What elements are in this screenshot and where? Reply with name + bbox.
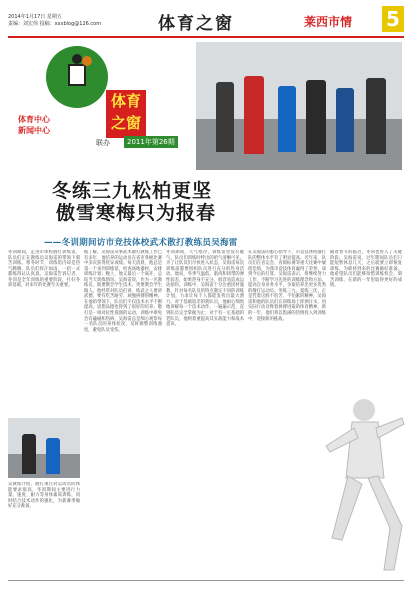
organizer-2: 新闻中心 bbox=[18, 126, 50, 135]
body-column-2: 据了解，吴海雷从事武术散打教练工作已有多年，他培养的运动员在省市各级比赛中多次获得优异成绩。每天清晨，他总是第一个来到训练馆，检查场地器材，安排训练计划；晚上，他又最后一个离开，总结当天训练情况。吴海雷说，作为一名教练员，既要教会学生技术，更要教会学生做人。他经常对队员们讲，练武之人要讲武德，要有吃苦耐劳、顽强拼搏的精神。在他的带领下，队员们不仅技术水平不断提高，思想品德也得到了很好的培养。散打是一项对抗性很强的运动，训练中难免会有磕碰和伤病，吴海雷总是细心观察每一名队员的身体状况，及时调整训练强度，避免队员受伤。 bbox=[84, 250, 162, 333]
logo-text-1: 体育 bbox=[110, 92, 141, 110]
headline bbox=[52, 180, 352, 224]
headline-line-2: 傲雪寒梅只为报春 bbox=[56, 202, 217, 224]
body-column-5: 随着春节的临近，冬训也进入了关键阶段。吴海雷说，过年期间队员们只能短暂休息几天，之后就要立即恢复训练，为即将到来的比赛做好准备。他希望队员们能够珍惜训练机会，刻苦训练，在新的一年里取得更好的成绩。 bbox=[330, 250, 402, 289]
masthead bbox=[8, 6, 406, 36]
basketball-icon bbox=[82, 56, 92, 66]
masthead-divider bbox=[8, 36, 404, 38]
newspaper-name: 莱西市情 bbox=[304, 15, 353, 29]
logo-graphic bbox=[18, 46, 141, 152]
martial-arts-figure bbox=[318, 388, 406, 578]
masthead-info bbox=[8, 14, 101, 28]
body-column-1-continued: 吴教练介绍，散打项目对运动员的体能要求很高，冬训期间主要进行力量、速度、耐力等身体素质训练，同时结合技术动作的强化，为新赛季做好充分准备。 bbox=[8, 482, 80, 510]
athlete-icon bbox=[62, 54, 92, 98]
logo-organizers bbox=[18, 114, 104, 136]
date-line: 2014年1月17日 星期五 bbox=[8, 14, 62, 20]
headline-line-1: 冬练三九松柏更坚 bbox=[52, 180, 213, 202]
logo-red-block bbox=[106, 90, 146, 138]
body-column-3: 冬训期间，天气寒冷，训练馆里没有暖气，队员们训练时呼出的哈气清晰可见。为了让队员们尽快进入状态，吴海雷每次训练前都要组织队员进行充分的热身活动。他说，冬季气温低，肌肉和韧带的弹性较差，如果热身不充分，很容易造成运动损伤。训练中，吴海雷十分注重因材施教，针对每名队员的特点制定不同的训练计划，力求让每个人都能发挥出最大潜力。对于基础较差的新队员，他耐心细致地讲解每一个技术动作，一遍遍示范，直到队员完全掌握为止；对于有一定基础的老队员，他则着重提高其实战能力和战术意识。 bbox=[166, 250, 244, 328]
logo-union-label: 联办 bbox=[96, 139, 110, 147]
body-column-1: 冬训期间，走进市体校散打训练馆，队员们正在教练员吴海雷的带领下刻苦训练。寒冬时节，训练馆内却是热气腾腾，队员们挥汗如雨，一招一式都练得认认真真。吴海雷告诉记者，冬训是全年训练的重要阶段，打好冬训基础，对来年的比赛至关重要。 bbox=[8, 250, 80, 289]
page-number: 5 bbox=[382, 6, 404, 32]
training-photo bbox=[196, 42, 402, 170]
editor-line: 责编：刘宏伟 投稿：xxxblog@126.com bbox=[8, 21, 102, 27]
organizer-1: 体育中心 bbox=[18, 115, 50, 124]
logo-text-2: 之窗 bbox=[110, 114, 141, 132]
column-logo bbox=[8, 42, 193, 162]
footer-divider bbox=[8, 580, 404, 581]
section-title: 体育之窗 bbox=[158, 14, 234, 34]
coach-photo bbox=[8, 418, 80, 478]
body-column-4: 在吴海雷的悉心指导下，市竞技体校散打队的整体水平有了明显提高。近年来，队员们在省运会、省锦标赛等重大比赛中屡创佳绩，为我市竞技体育赢得了荣誉。谈到今后的打算，吴海雷表示，将继续努力工作，不断学习先进的训练理念和方法，提高自身业务水平，争取培养出更多优秀的散打运动员。冬练三九，夏练三伏。正是凭着这股不怕苦、不怕累的精神，吴海雷和他的队员们在训练场上挥洒汗水，用实际行动诠释着拼搏进取的体育精神。新的一年，他们将以饱满的热情投入到训练中，迎接新的挑战。 bbox=[248, 250, 326, 322]
logo-issue-label: 2011年第26期 bbox=[124, 136, 178, 148]
subheadline: ——冬训期间访市竞技体校武术散打教练员吴海雷 bbox=[44, 238, 238, 248]
